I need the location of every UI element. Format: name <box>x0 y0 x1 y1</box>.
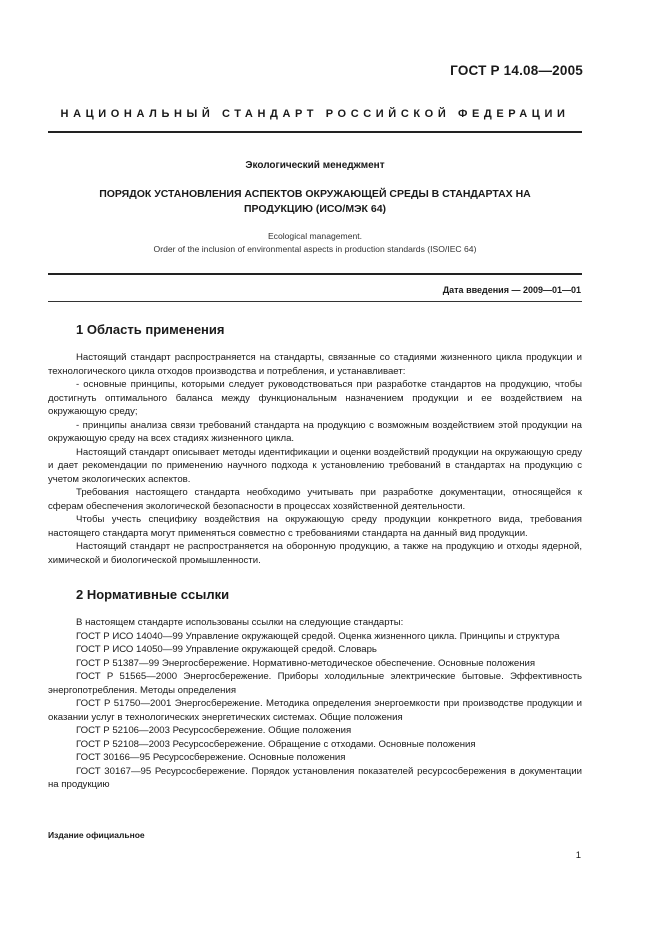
document-code: ГОСТ Р 14.08—2005 <box>450 63 583 78</box>
reference-item: ГОСТ Р 51387—99 Энергосбережение. Нормативно-методическое обеспечение. Основные положения <box>76 657 536 669</box>
introduction-date: Дата введения — 2009—01—01 <box>442 285 581 295</box>
paragraph: В настоящем стандарте использованы ссылки на следующие стандарты: <box>76 617 404 628</box>
document-title-en <box>48 230 582 256</box>
edition-label: Издание официальное <box>48 830 145 840</box>
date-divider <box>48 301 582 302</box>
reference-item: ГОСТ Р 51565—2000 Энергосбережение. Приборы холодильные электрические бытовые. Эффективность энергопотребления. Методы определения <box>48 671 582 696</box>
reference-item: ГОСТ Р 52108—2003 Ресурсосбережение. Обращение с отходами. Основные положения <box>76 738 476 750</box>
title-ru-line: ПРОДУКЦИЮ (ИСО/МЭК 64) <box>243 203 387 215</box>
title-en-line: Order of the inclusion of environmental aspects in production standards (ISO/IEC 64) <box>153 244 477 254</box>
paragraph: Настоящий стандарт распространяется на стандарты, связанные со стадиями жизненного цикла продукции и технологического цикла отходов производства и потребления, и устанавливает: <box>48 352 582 377</box>
reference-item: ГОСТ Р ИСО 14040—99 Управление окружающей средой. Оценка жизненного цикла. Принципы и структура <box>76 630 560 642</box>
title-en-line: Ecological management. <box>267 231 363 241</box>
section-body <box>48 351 582 567</box>
reference-item: ГОСТ Р ИСО 14050—99 Управление окружающей средой. Словарь <box>76 644 377 655</box>
list-item: - принципы анализа связи требований стандарта на продукцию с возможным воздействием этой продукции на окружающую среду на всех стадиях жизненного цикла. <box>48 419 582 444</box>
paragraph: Настоящий стандарт не распространяется на оборонную продукцию, а также на продукцию и отходы ядерной, химической и биологической промышленности. <box>48 541 582 566</box>
reference-item: ГОСТ 30166—95 Ресурсосбережение. Основные положения <box>76 752 346 763</box>
section-heading: 1 Область применения <box>76 322 225 337</box>
reference-item: ГОСТ Р 51750—2001 Энергосбережение. Методика определения энергоемкости при производстве продукции и оказании услуг в технологических энергетических системах. Общие положения <box>48 698 582 723</box>
paragraph: Чтобы учесть специфику воздействия на окружающую среду продукции конкретного вида, требования настоящего стандарта могут применяться совместно с требованиями стандарта на данный вид продукции. <box>48 514 582 539</box>
list-item: - основные принципы, которыми следует руководствоваться при разработке стандартов на продукцию, чтобы достигнуть оптимального баланса между функциональным назначением продукции и ее воздействием на окружающую среду; <box>48 379 582 417</box>
document-subject: Экологический менеджмент <box>245 160 385 171</box>
header-divider <box>48 131 582 133</box>
reference-item: ГОСТ 30167—95 Ресурсосбережение. Порядок установления показателей ресурсосбережения в документации на продукцию <box>48 765 582 790</box>
reference-item: ГОСТ Р 52106—2003 Ресурсосбережение. Общие положения <box>76 725 352 736</box>
page-number: 1 <box>575 850 581 861</box>
national-standard-banner: НАЦИОНАЛЬНЫЙ СТАНДАРТ РОССИЙСКОЙ ФЕДЕРАЦИИ <box>60 108 570 120</box>
section-body <box>48 616 582 792</box>
document-title-ru <box>48 187 582 217</box>
title-ru-line: ПОРЯДОК УСТАНОВЛЕНИЯ АСПЕКТОВ ОКРУЖАЮЩЕЙ СРЕДЫ В СТАНДАРТАХ НА <box>99 188 531 200</box>
paragraph: Требования настоящего стандарта необходимо учитывать при разработке документации, относящейся к сферам обеспечения экологической безопасности в процессах хозяйственной деятельности. <box>48 487 582 512</box>
paragraph: Настоящий стандарт описывает методы идентификации и оценки воздействий продукции на окружающую среду и дает рекомендации по применению научного подхода к установлению требований в стандартах на продукцию с учетом экологических аспектов. <box>48 446 582 485</box>
section-heading: 2 Нормативные ссылки <box>76 587 230 602</box>
title-divider <box>48 273 582 275</box>
